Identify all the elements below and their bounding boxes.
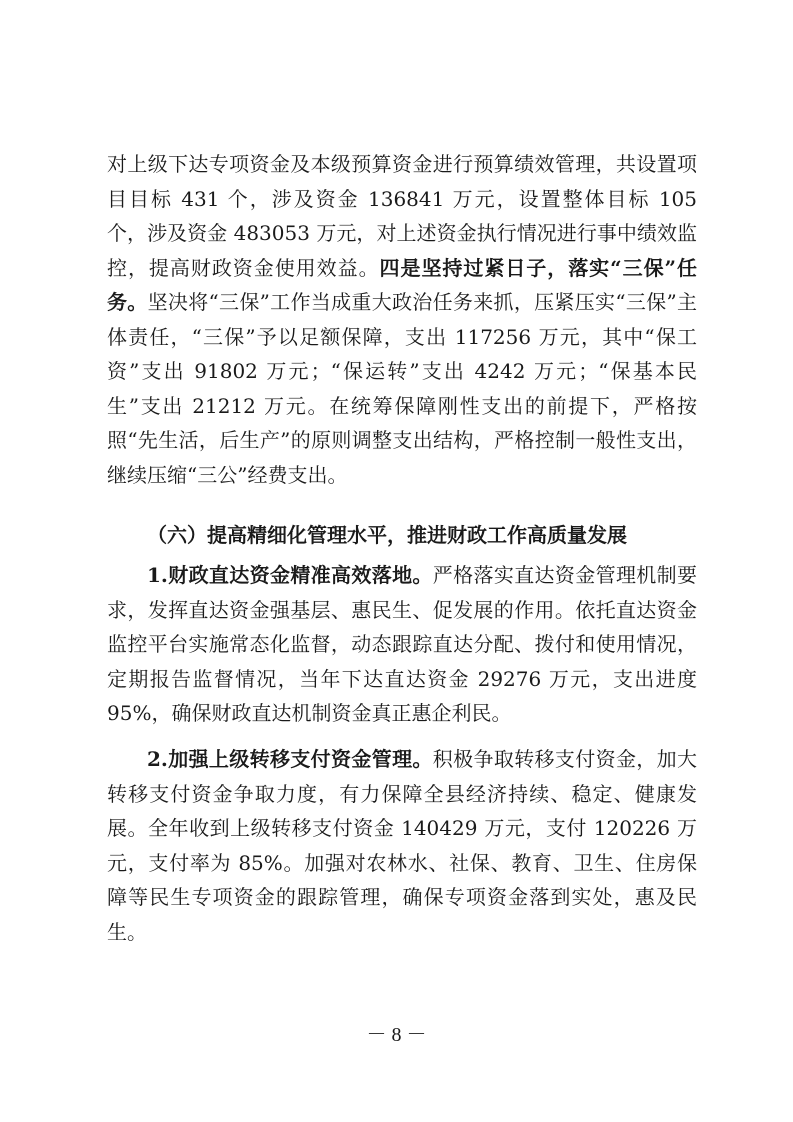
section-heading: （六）提高精细化管理水平，推进财政工作高质量发展 — [147, 523, 627, 547]
paragraph-text: 对上级下达专项资金及本级预算资金进行预算绩效管理，共设置项目目标 431 个，涉及资金 136841 万元，设置整体目标 105 个，涉及资金 483053 万元，对上述资金执行情况进行事中绩效监控，提高财政资金使用效益。 — [107, 152, 697, 280]
paragraph-direct-funds — [107, 558, 697, 731]
item-text: 积极争取转移支付资金，加大转移支付资金争取力度，有力保障全县经济持续、稳定、健康发展。全年收到上级转移支付资金 140429 万元，支付 120226 万元，支付率为 85%。加强对农林水、社保、教育、卫生、住房保障等民生专项资金的跟踪管理，确保专项资金落到实处，惠及民生。 — [107, 747, 698, 944]
item-title: 2.加强上级转移支付资金管理。 — [147, 747, 433, 771]
paragraph-text: 坚决将“三保”工作当成重大政治任务来抓，压紧压实“三保”主体责任，“三保”予以足额保障，支出 117256 万元，其中“保工资”支出 91802 万元；“保运转”支出 4242 万元；“保基本民生”支出 21212 万元。在统筹保障刚性支出的前提下，严格按照“先生活，后生产”的原则调整支出结构，严格控制一般性支出，继续压缩“三公”经费支出。 — [107, 290, 697, 487]
paragraph-budget-performance — [107, 147, 697, 492]
item-title: 1.财政直达资金精准高效落地。 — [147, 563, 433, 587]
page-number: － 8 － — [366, 1024, 427, 1046]
item-text: 严格落实直达资金管理机制要求，发挥直达资金强基层、惠民生、促发展的作用。依托直达资金监控平台实施常态化监督，动态跟踪直达分配、拨付和使用情况，定期报告监督情况，当年下达直达资金 29276 万元，支出进度 95%，确保财政直达机制资金真正惠企利民。 — [107, 563, 698, 725]
paragraph-bold-lead: 四是坚持过紧日子，落实“三保”任务。 — [107, 255, 697, 314]
paragraph-transfer-payments — [107, 742, 697, 949]
